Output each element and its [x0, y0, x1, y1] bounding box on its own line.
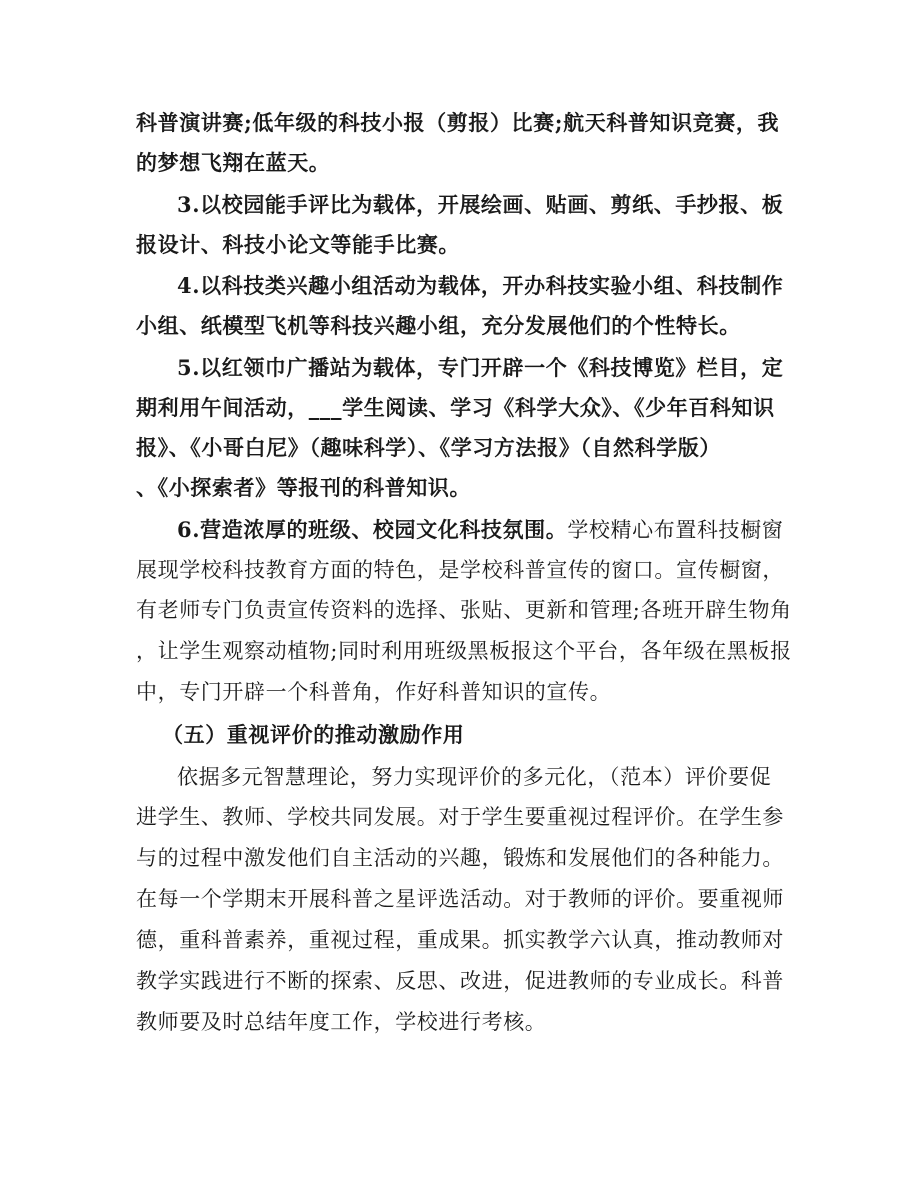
- body-line: 、《小探索者》等报刊的科普知识。: [136, 475, 472, 500]
- body-line: 在每一个学期末开展科普之星评选活动。对于教师的评价。要重视师: [136, 887, 784, 911]
- body-line: 依据多元智慧理论，努力实现评价的多元化，（范本）评价要促: [177, 765, 772, 789]
- section-heading: （五）重视评价的推动激励作用: [162, 722, 465, 747]
- body-line: 教师要及时总结年度工作，学校进行考核。: [136, 1010, 547, 1034]
- list-item-6-text: 学校精心布置科技橱窗: [567, 518, 784, 542]
- body-line: 科普演讲赛;低年级的科技小报（剪报）比赛;航天科普知识竞赛，我: [136, 110, 780, 135]
- body-line: 教学实践进行不断的探索、反思、改进，促进教师的专业成长。科普: [136, 969, 784, 993]
- body-line: 期利用午间活动，___学生阅读、学习《科学大众》、《少年百科知识: [136, 395, 775, 420]
- list-item-3-line: 3.以校园能手评比为载体，开展绘画、贴画、剪纸、手抄报、板: [177, 192, 784, 217]
- body-line: ，让学生观察动植物;同时利用班级黑板报这个平台，各年级在黑板报: [136, 639, 792, 663]
- body-line: 报设计、科技小论文等能手比赛。: [136, 232, 460, 257]
- body-line: 的梦想飞翔在蓝天。: [136, 150, 331, 175]
- body-line: 有老师专门负责宣传资料的选择、张贴、更新和管理;各班开辟生物角: [136, 598, 792, 622]
- body-line: 小组、纸模型飞机等科技兴趣小组，充分发展他们的个性特长。: [136, 313, 741, 338]
- list-item-5-line: 5.以红领巾广播站为载体，专门开辟一个《科技博览》栏目，定: [177, 355, 784, 380]
- body-line: 德，重科普素养，重视过程，重成果。抓实教学六认真，推动教师对: [136, 928, 784, 952]
- list-item-6-heading: 6.营造浓厚的班级、校园文化科技氛围。: [177, 517, 568, 542]
- body-line: 中，专门开辟一个科普角，作好科普知识的宣传。: [136, 680, 612, 704]
- list-item-4-line: 4.以科技类兴趣小组活动为载体，开办科技实验小组、科技制作: [177, 273, 784, 298]
- body-line: 报》、《小哥白尼》（趣味科学）、《学习方法报》（自然科学版）: [136, 435, 721, 460]
- body-line: 与的过程中激发他们自主活动的兴趣，锻炼和发展他们的各种能力。: [136, 846, 784, 870]
- body-line: 展现学校科技教育方面的特色，是学校科普宣传的窗口。宣传橱窗，: [136, 558, 784, 582]
- body-line: 进学生、教师、学校共同发展。对于学生要重视过程评价。在学生参: [136, 805, 784, 829]
- list-item-6-line: [177, 515, 783, 545]
